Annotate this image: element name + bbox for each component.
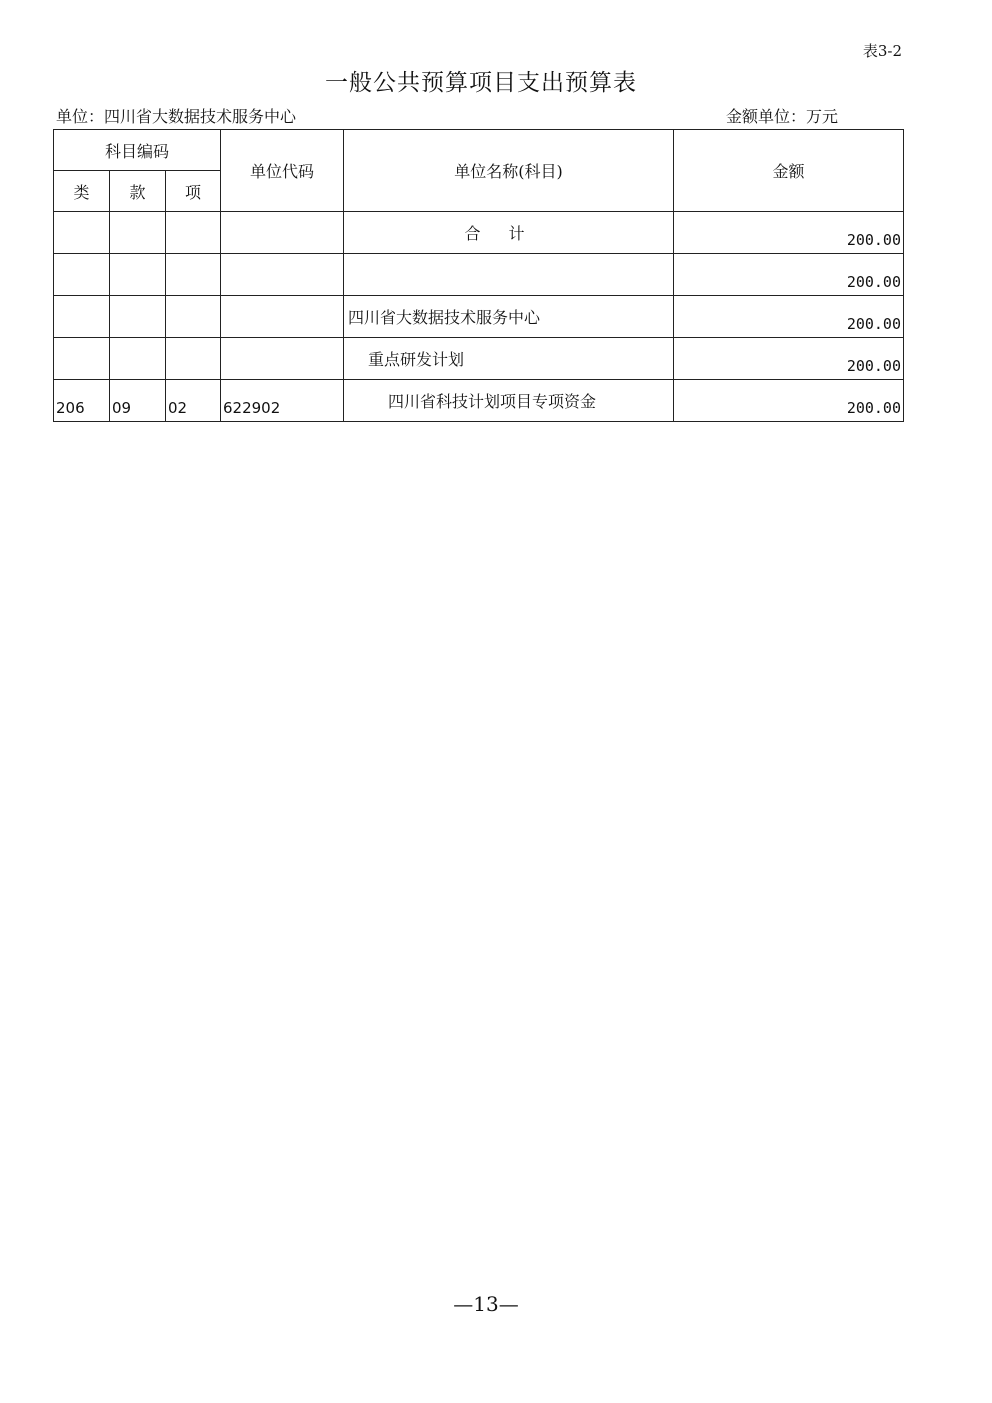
amount-unit-label: 金额单位：万元	[726, 107, 839, 126]
header-lei: 类	[54, 171, 110, 212]
cell-kuan	[110, 296, 166, 338]
cell-kuan	[110, 338, 166, 380]
header-kuan: 款	[110, 171, 166, 212]
cell-kuan: 09	[110, 380, 166, 422]
cell-xiang: 02	[166, 380, 221, 422]
header-amount: 金额	[674, 130, 904, 212]
unit-label: 单位：四川省大数据技术服务中心	[56, 107, 297, 126]
page-number: —13—	[453, 1292, 519, 1316]
cell-lei	[54, 296, 110, 338]
table-row	[54, 380, 904, 422]
header-unit-code: 单位代码	[221, 130, 344, 212]
total-row	[54, 212, 904, 254]
cell-unit-code	[221, 254, 344, 296]
budget-table	[53, 129, 904, 422]
cell-unit-code	[221, 338, 344, 380]
cell-xiang	[166, 296, 221, 338]
total-label: 合计	[344, 212, 674, 254]
cell-xiang	[166, 338, 221, 380]
header-unit-name: 单位名称(科目)	[344, 130, 674, 212]
table-row	[54, 254, 904, 296]
cell-xiang	[166, 254, 221, 296]
cell-kuan	[110, 254, 166, 296]
header-subject-code: 科目编码	[54, 130, 221, 171]
cell-amount: 200.00	[674, 380, 904, 422]
total-amount: 200.00	[674, 212, 904, 254]
page-title: 一般公共预算项目支出预算表	[325, 70, 637, 96]
cell-lei	[54, 338, 110, 380]
cell-name	[344, 254, 674, 296]
cell-amount: 200.00	[674, 296, 904, 338]
cell-name: 四川省大数据技术服务中心	[344, 296, 674, 338]
cell-lei: 206	[54, 380, 110, 422]
table-row	[54, 338, 904, 380]
cell-amount: 200.00	[674, 338, 904, 380]
form-code: 表3-2	[862, 42, 902, 60]
cell-lei	[54, 254, 110, 296]
cell-unit-code	[221, 296, 344, 338]
cell-amount: 200.00	[674, 254, 904, 296]
cell-name: 四川省科技计划项目专项资金	[344, 380, 674, 422]
cell-name: 重点研发计划	[344, 338, 674, 380]
cell-unit-code: 622902	[221, 380, 344, 422]
header-xiang: 项	[166, 171, 221, 212]
table-row	[54, 296, 904, 338]
